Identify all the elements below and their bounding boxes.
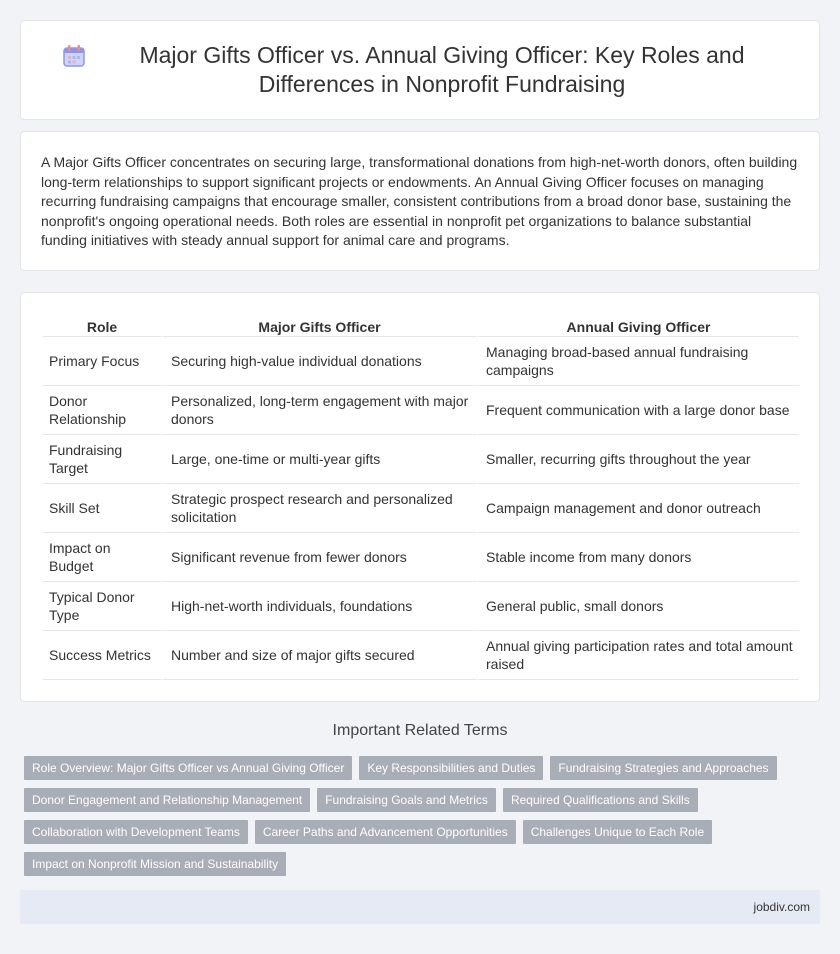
intro-paragraph: A Major Gifts Officer concentrates on securing large, transformational donations from high-net-worth donors, often building long-term relationships to support significant projects or endowments. An Annual Giving Officer focuses on managing recurring fundraising campaigns that encourage smaller, consistent contributions from a broad donor base, sustaining the nonprofit's ongoing operational needs. Both roles are essential in nonprofit pet organizations to balance substantial funding initiatives with steady annual support for animal care and programs. xyxy=(41,154,798,248)
related-term-tag[interactable]: Donor Engagement and Relationship Management xyxy=(24,788,310,812)
annual-giving-cell: Frequent communication with a large donor base xyxy=(478,386,799,435)
header-major-gifts: Major Gifts Officer xyxy=(163,309,478,337)
table-row xyxy=(43,386,799,435)
footer xyxy=(20,890,820,924)
title-wrap xyxy=(21,41,819,99)
table-row xyxy=(43,631,799,680)
comparison-card xyxy=(20,292,820,702)
related-terms-list xyxy=(24,756,820,876)
related-term-tag[interactable]: Fundraising Strategies and Approaches xyxy=(550,756,776,780)
related-term-tag[interactable]: Impact on Nonprofit Mission and Sustainability xyxy=(24,852,286,876)
row-label: Typical Donor Type xyxy=(43,582,163,631)
annual-giving-cell: Annual giving participation rates and total amount raised xyxy=(478,631,799,680)
major-gifts-cell: Personalized, long-term engagement with major donors xyxy=(163,386,478,435)
row-label: Primary Focus xyxy=(43,337,163,386)
annual-giving-cell: Stable income from many donors xyxy=(478,533,799,582)
table-row xyxy=(43,533,799,582)
related-term-tag[interactable]: Required Qualifications and Skills xyxy=(503,788,698,812)
annual-giving-cell: Campaign management and donor outreach xyxy=(478,484,799,533)
related-term-tag[interactable]: Challenges Unique to Each Role xyxy=(523,820,712,844)
major-gifts-cell: Number and size of major gifts secured xyxy=(163,631,478,680)
footer-site-link[interactable]: jobdiv.com xyxy=(753,900,810,914)
annual-giving-cell: Smaller, recurring gifts throughout the year xyxy=(478,435,799,484)
related-terms-title: Important Related Terms xyxy=(332,722,508,739)
major-gifts-cell: Large, one-time or multi-year gifts xyxy=(163,435,478,484)
header-role: Role xyxy=(43,309,163,337)
header-annual-giving: Annual Giving Officer xyxy=(478,309,799,337)
major-gifts-cell: Significant revenue from fewer donors xyxy=(163,533,478,582)
row-label: Success Metrics xyxy=(43,631,163,680)
table-row xyxy=(43,435,799,484)
intro-card xyxy=(20,131,820,271)
title-card xyxy=(20,20,820,120)
related-term-tag[interactable]: Fundraising Goals and Metrics xyxy=(317,788,496,812)
table-row xyxy=(43,484,799,533)
comparison-table xyxy=(43,309,799,680)
table-header-row xyxy=(43,309,799,337)
row-label: Impact on Budget xyxy=(43,533,163,582)
table-row xyxy=(43,337,799,386)
major-gifts-cell: Strategic prospect research and personalized solicitation xyxy=(163,484,478,533)
major-gifts-cell: High-net-worth individuals, foundations xyxy=(163,582,478,631)
major-gifts-cell: Securing high-value individual donations xyxy=(163,337,478,386)
page-title: Major Gifts Officer vs. Annual Giving Officer: Key Roles and Differences in Nonprofit Fundraising xyxy=(139,42,745,97)
related-term-tag[interactable]: Key Responsibilities and Duties xyxy=(359,756,543,780)
row-label: Skill Set xyxy=(43,484,163,533)
annual-giving-cell: Managing broad-based annual fundraising campaigns xyxy=(478,337,799,386)
row-label: Fundraising Target xyxy=(43,435,163,484)
related-term-tag[interactable]: Career Paths and Advancement Opportunities xyxy=(255,820,516,844)
table-row xyxy=(43,582,799,631)
related-term-tag[interactable]: Collaboration with Development Teams xyxy=(24,820,248,844)
related-term-tag[interactable]: Role Overview: Major Gifts Officer vs Annual Giving Officer xyxy=(24,756,352,780)
row-label: Donor Relationship xyxy=(43,386,163,435)
calendar-icon xyxy=(61,43,87,69)
annual-giving-cell: General public, small donors xyxy=(478,582,799,631)
